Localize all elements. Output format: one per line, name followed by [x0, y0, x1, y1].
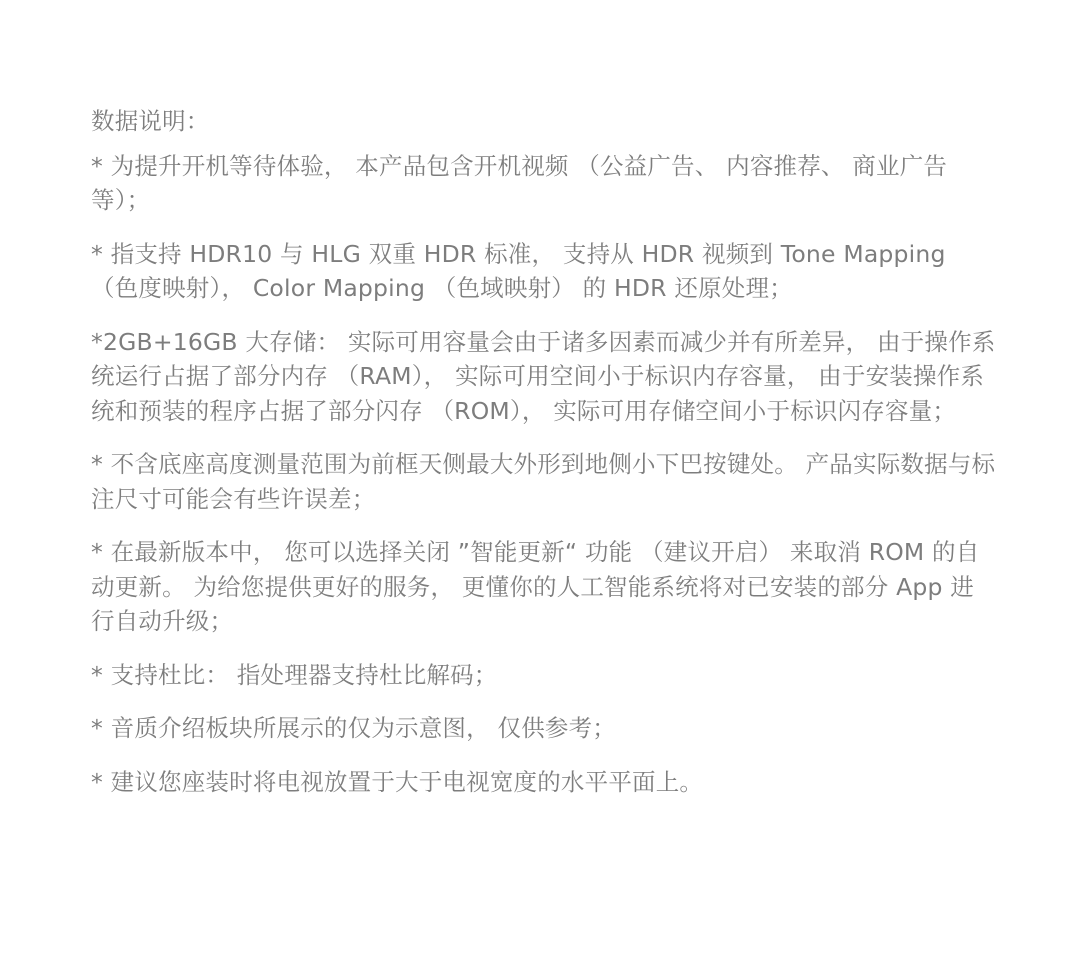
data-notes-section: [91, 104, 996, 818]
note-dolby: * 支持杜比： 指处理器支持杜比解码；: [91, 660, 498, 689]
note-measurement: * 不含底座高度测量范围为前框天侧最大外形到地侧小下巴按键处。 产品实际数据与标注尺寸可能会有些许误差；: [91, 450, 996, 513]
note-storage: *2GB+16GB 大存储： 实际可用容量会由于诸多因素而减少并有所差异， 由于操作系统运行占据了部分内存 （RAM）， 实际可用空间小于标识内存容量， 由于安装操作系统和预装的程序占据了部分闪存 （ROM）， 实际可用存储空间小于标识闪存容量；: [91, 327, 996, 425]
note-smart-update: * 在最新版本中， 您可以选择关闭 ”智能更新“ 功能 （建议开启） 来取消 ROM 的自动更新。 为给您提供更好的服务， 更懂你的人工智能系统将对已安装的部分 App 进行自动升级；: [91, 538, 980, 635]
note-boot-video: * 为提升开机等待体验， 本产品包含开机视频 （公益广告、 内容推荐、 商业广告等）；: [91, 151, 948, 214]
note-placement: * 建议您座装时将电视放置于大于电视宽度的水平平面上。: [91, 767, 704, 796]
note-audio-illustration: * 音质介绍板块所展示的仅为示意图， 仅供参考；: [91, 714, 616, 742]
note-hdr: * 指支持 HDR10 与 HLG 双重 HDR 标准， 支持从 HDR 视频到 Tone Mapping （色度映射）， Color Mapping （色域映射） 的 HDR 还原处理；: [91, 239, 946, 302]
notes-title: 数据说明：: [91, 107, 210, 135]
